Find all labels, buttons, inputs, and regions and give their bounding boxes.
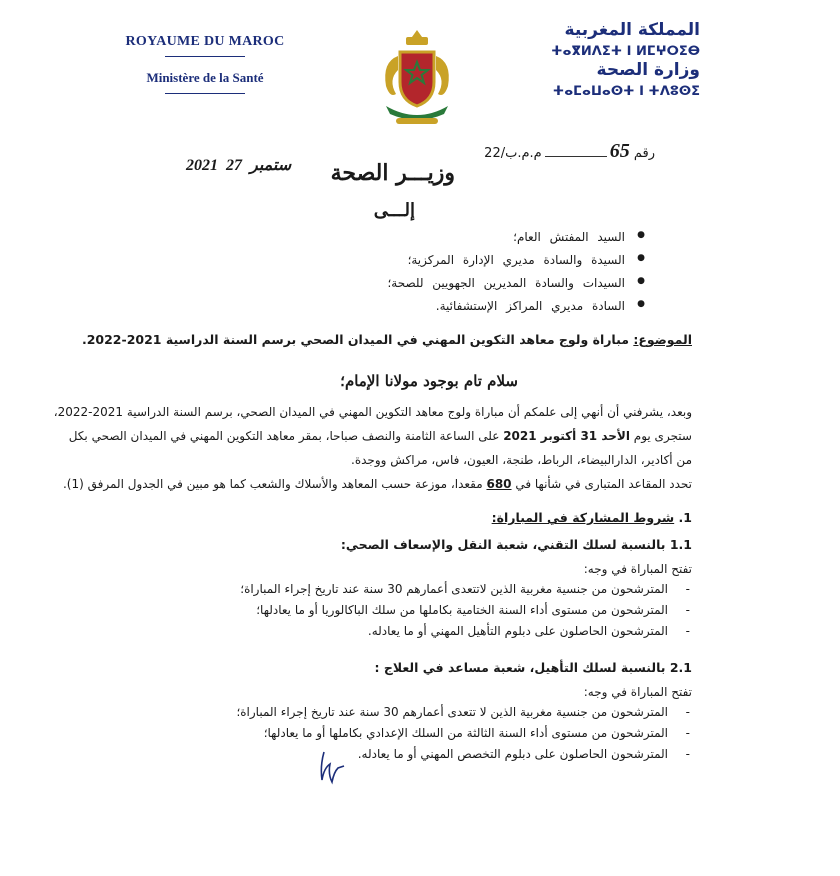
intro-text: تفتح المباراة في وجه: [583,562,692,576]
divider [165,93,245,94]
fr-ministry-title: Ministère de la Santé [146,70,264,85]
recipient-list [85,230,645,322]
salutation: سلام تام بوجود مولانا الإمام؛ [340,372,518,390]
recipient-label: إلـــى [373,200,415,221]
ar-ministry-title: وزارة الصحة [596,60,700,80]
list-item: - المترشحون من مستوى أداء السنة الختامية بكاملها من سلك الباكالوريا أو ما يعادلها؛ [132,603,692,617]
list-item: ● السادة مديري المراكز الإستشفائية. [85,299,645,313]
subsection-heading: 1.1 بالنسبة لسلك التقني، شعبة النقل والإسعاف الصحي: [340,537,692,552]
date-stamp: 2021 ستمبر 27 [186,157,292,174]
royal-emblem-icon [370,26,464,130]
signature-mark-icon [310,748,350,788]
list-item: - المترشحون من جنسية مغربية الذين لاتتعدى أعمارهم 30 سنة عند تاريخ إجراء المباراة؛ [132,582,692,596]
conditions-list [132,582,692,645]
list-item: ● السيدة والسادة مديري الإدارة المركزية؛ [85,253,645,267]
subsection-heading: 2.1 بالنسبة لسلك التأهيل، شعبة مساعد في العلاج : [374,660,692,675]
intro-text: تفتح المباراة في وجه: [583,685,692,699]
ar-kingdom-title: المملكة المغربية [564,20,700,40]
list-item: - المترشحون الحاصلون على دبلوم التأهيل المهني أو ما يعادله. [132,624,692,638]
list-item: ● السيدات والسادة المديرين الجهويين للصحة؛ [85,276,645,290]
body-paragraph: وبعد، يشرفني أن أنهي إلى علمكم أن مباراة ولوج معاهد التكوين المهني في الميدان الصحي، برسم السنة الدراسية 2021-2022، ستجرى يوم الأحد 31 أكتوبر 2021 على الساعة الثامنة والنصف صباحا، بمقر معاهد التكوين المهني في الميدان الصحي بكل من أكادير، الدارالبيضاء، الرباط، طنجة، العيون، فاس، مراكش ووجدة. تحدد المقاعد المتبارى في شأنها في 680 مقعدا، موزعة حسب المعاهد والأسلاك والشعب كما هو مبين في الجدول المرفق (1). [53,405,692,491]
conditions-list [132,705,692,768]
list-item: - المترشحون الحاصلون على دبلوم التخصص المهني أو ما يعادله. [132,747,692,761]
list-item: - المترشحون من مستوى أداء السنة الثالثة من السلك الإعدادي بكاملها أو ما يعادلها؛ [132,726,692,740]
fr-kingdom-title: ROYAUME DU MAROC [125,34,285,49]
section-heading: 1. شروط المشاركة في المباراة: [491,510,692,525]
divider [165,56,245,57]
amazigh-ministry-title: ⵜⴰⵎⴰⵡⴰⵙⵜ ⵏ ⵜⴷⵓⵙⵉ [552,84,700,99]
sender-title: وزيـــر الصحة [330,160,455,186]
amazigh-kingdom-title: ⵜⴰⴳⵍⴷⵉⵜ ⵏ ⵍⵎⵖⵔⵉⴱ [551,44,700,59]
list-item: ● السيد المفتش العام؛ [85,230,645,244]
subject-line: الموضوع: مباراة ولوج معاهد التكوين المهني في الميدان الصحي برسم السنة الدراسية 2021-2022. [81,332,692,347]
list-item: - المترشحون من جنسية مغربية الذين لا تتعدى أعمارهم 30 سنة عند تاريخ إجراء المباراة؛ [132,705,692,719]
reference-number: رقم 65م.م.ب/22 [484,140,655,162]
